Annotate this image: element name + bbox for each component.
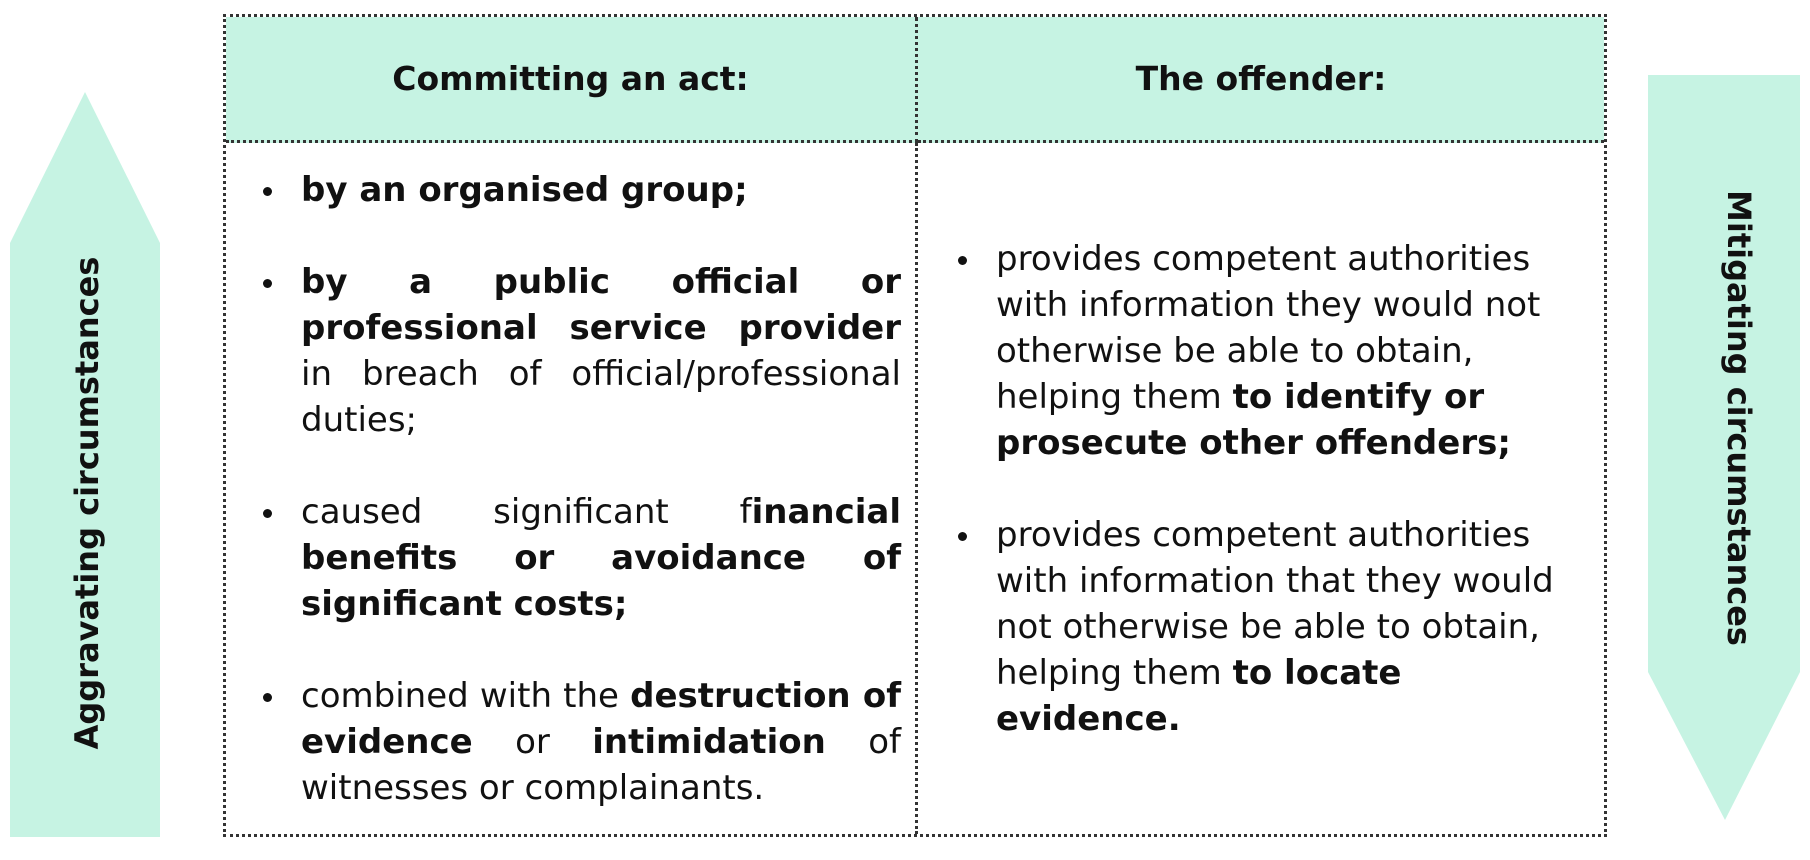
aggravating-list — [301, 167, 901, 857]
list-item: by an organised group; — [301, 167, 901, 213]
list-item: by a public official or professional service provider in breach of official/professional duties; — [301, 259, 901, 443]
header-the-offender: The offender: — [918, 17, 1604, 143]
header-committing-an-act: Committing an act: — [226, 17, 918, 143]
mitigating-list — [996, 236, 1586, 788]
mitigating-circumstances-label: Mitigating circumstances — [1720, 190, 1758, 646]
list-item: caused significant financial benefits or avoidance of significant costs; — [301, 489, 901, 627]
aggravating-circumstances-label: Aggravating circumstances — [68, 256, 106, 750]
offender-cell — [918, 143, 1604, 834]
list-item: provides competent authorities with information they would not otherwise be able to obtain, helping them to identify or prosecute other offenders; — [996, 236, 1586, 466]
list-item: provides competent authorities with information that they would not otherwise be able to obtain, helping them to locate evidence. — [996, 512, 1586, 742]
circumstances-table — [223, 14, 1607, 837]
committing-act-cell — [226, 143, 918, 834]
list-item: combined with the destruction of evidence or intimidation of witnesses or complainants. — [301, 673, 901, 811]
